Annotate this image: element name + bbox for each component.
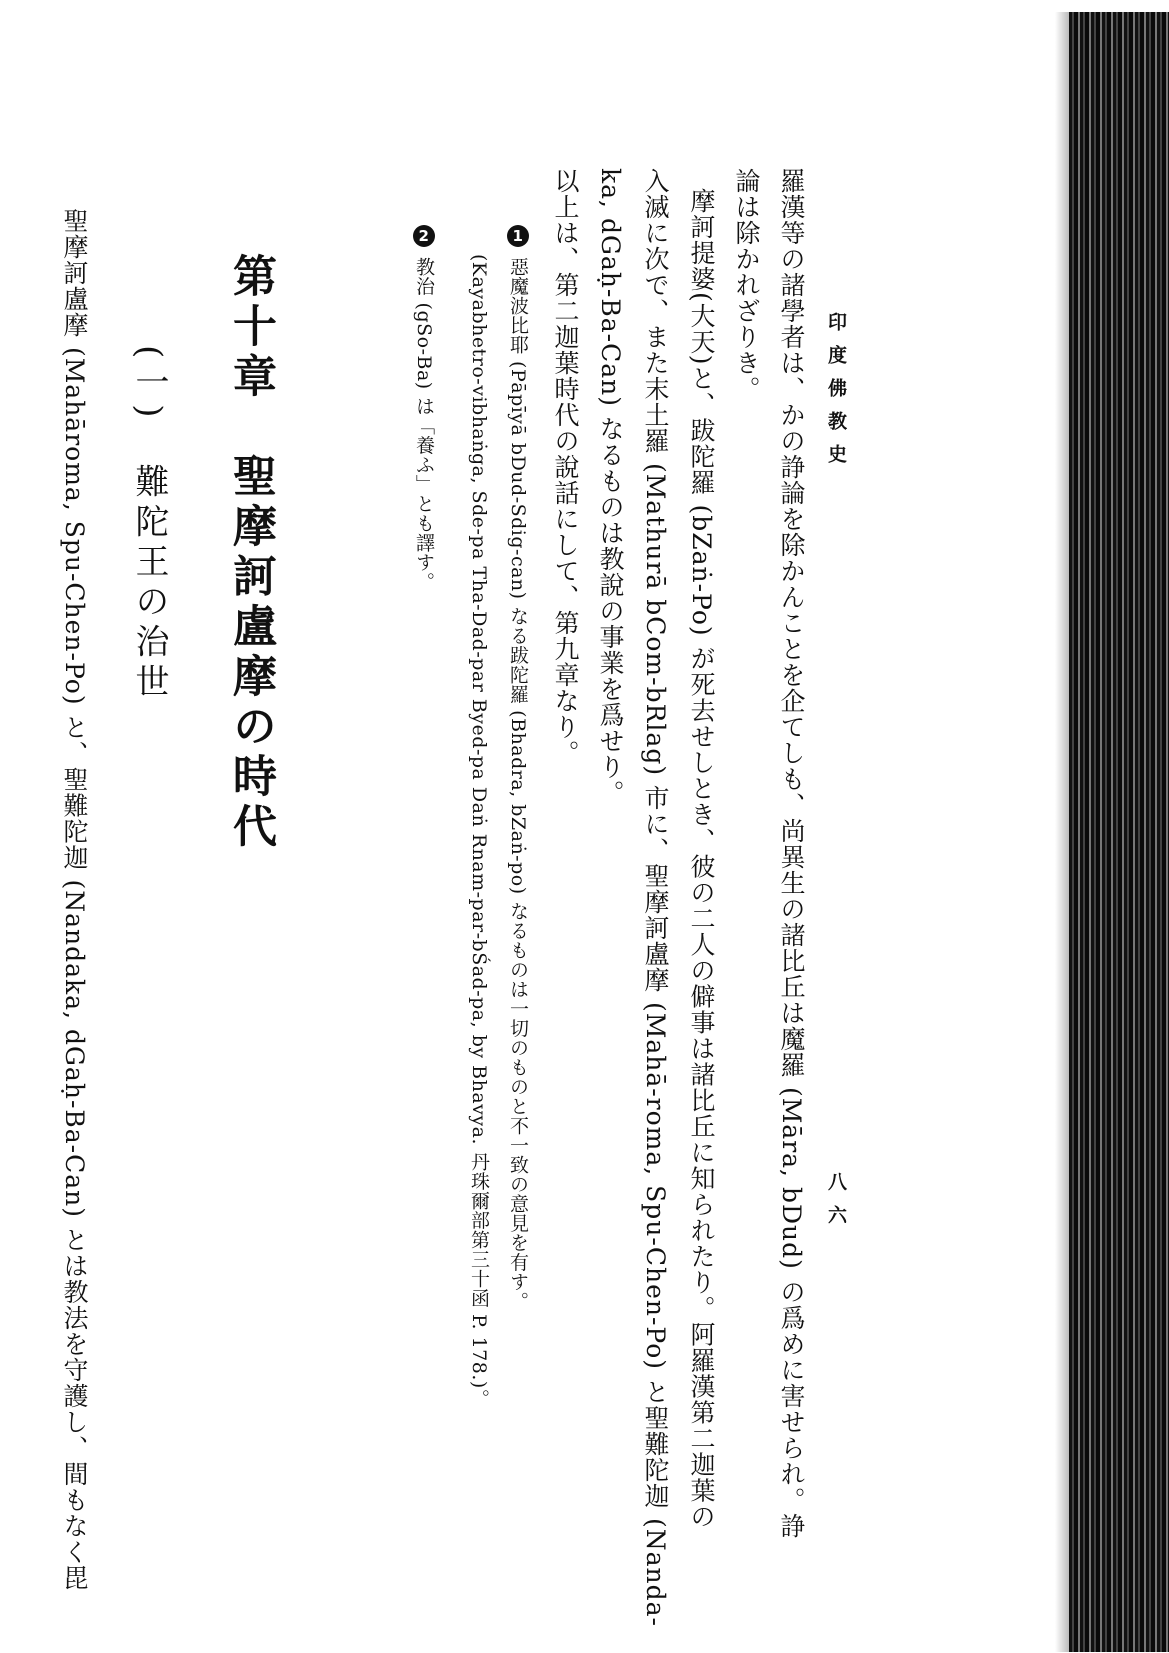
- body-line-1: 羅漢等の諸學者は、かの諍論を除かんことを企てしも、尚異生の諸比丘は魔羅 (Māra, bDud) の爲めに害せられ。諍: [777, 168, 806, 1539]
- book-page-edges: [1069, 12, 1169, 1652]
- footnote-1-citation: (Kayabhetro-vibhaṅga, Sde-pa Tha-Dad-par Byed-pa Daṅ Rnam-par-bŚad-pa, by Bhavya. 丹珠爾部第三十函 P. 178.)。: [468, 254, 490, 1409]
- footnote-1-text: 惡魔波比耶 (Pāpīyā bDud-Sdig-can) なる跋陀羅 (Bhadra, bZaṅ-po) なるものは一切のものと不一致の意見を有す。: [507, 257, 529, 1311]
- body-line-4: 入滅に次で、また末土羅 (Mathurā bCom-bRlag) 市に、聖摩訶盧摩 (Mahā-roma, Spu-Chen-Po) と聖難陀迦 (Nanda-: [641, 168, 670, 1627]
- body-line-6: 以上は、第二迦葉時代の說話にして、第九章なり。: [551, 168, 580, 766]
- footnote-1-marker: 1: [507, 225, 529, 247]
- footnote-2-marker: 2: [413, 225, 435, 247]
- section-title: (一) 難陀王の治世: [129, 345, 169, 704]
- footnote-2-text: 教治 (gSo-Ba) は「養ふ」とも譯す。: [413, 257, 435, 592]
- body-line-2: 論は除かれざりき。: [732, 168, 761, 402]
- page-edge-shadow: [1055, 12, 1069, 1652]
- body-line-3: 摩訶提婆(大天)と、跋陀羅 (bZaṅ-Po) が死去せしとき、彼の二人の僻事は諸比丘に知られたり。阿羅漢第二迦葉の: [687, 188, 716, 1530]
- footnote-2: [413, 225, 435, 591]
- chapter-title: 第十章 聖摩訶盧摩の時代: [225, 253, 276, 853]
- running-header-title: 印度佛教史: [825, 312, 847, 477]
- footnote-1: [507, 225, 529, 1311]
- page-number: 八六: [825, 1172, 847, 1238]
- final-line: 聖摩訶盧摩 (Mahāroma, Spu-Chen-Po) と、聖難陀迦 (Nandaka, dGaḥ-Ba-Can) とは教法を守護し、間もなく毘: [60, 208, 89, 1591]
- body-line-5: ka, dGaḥ-Ba-Can) なるものは教說の事業を爲せり。: [596, 168, 625, 806]
